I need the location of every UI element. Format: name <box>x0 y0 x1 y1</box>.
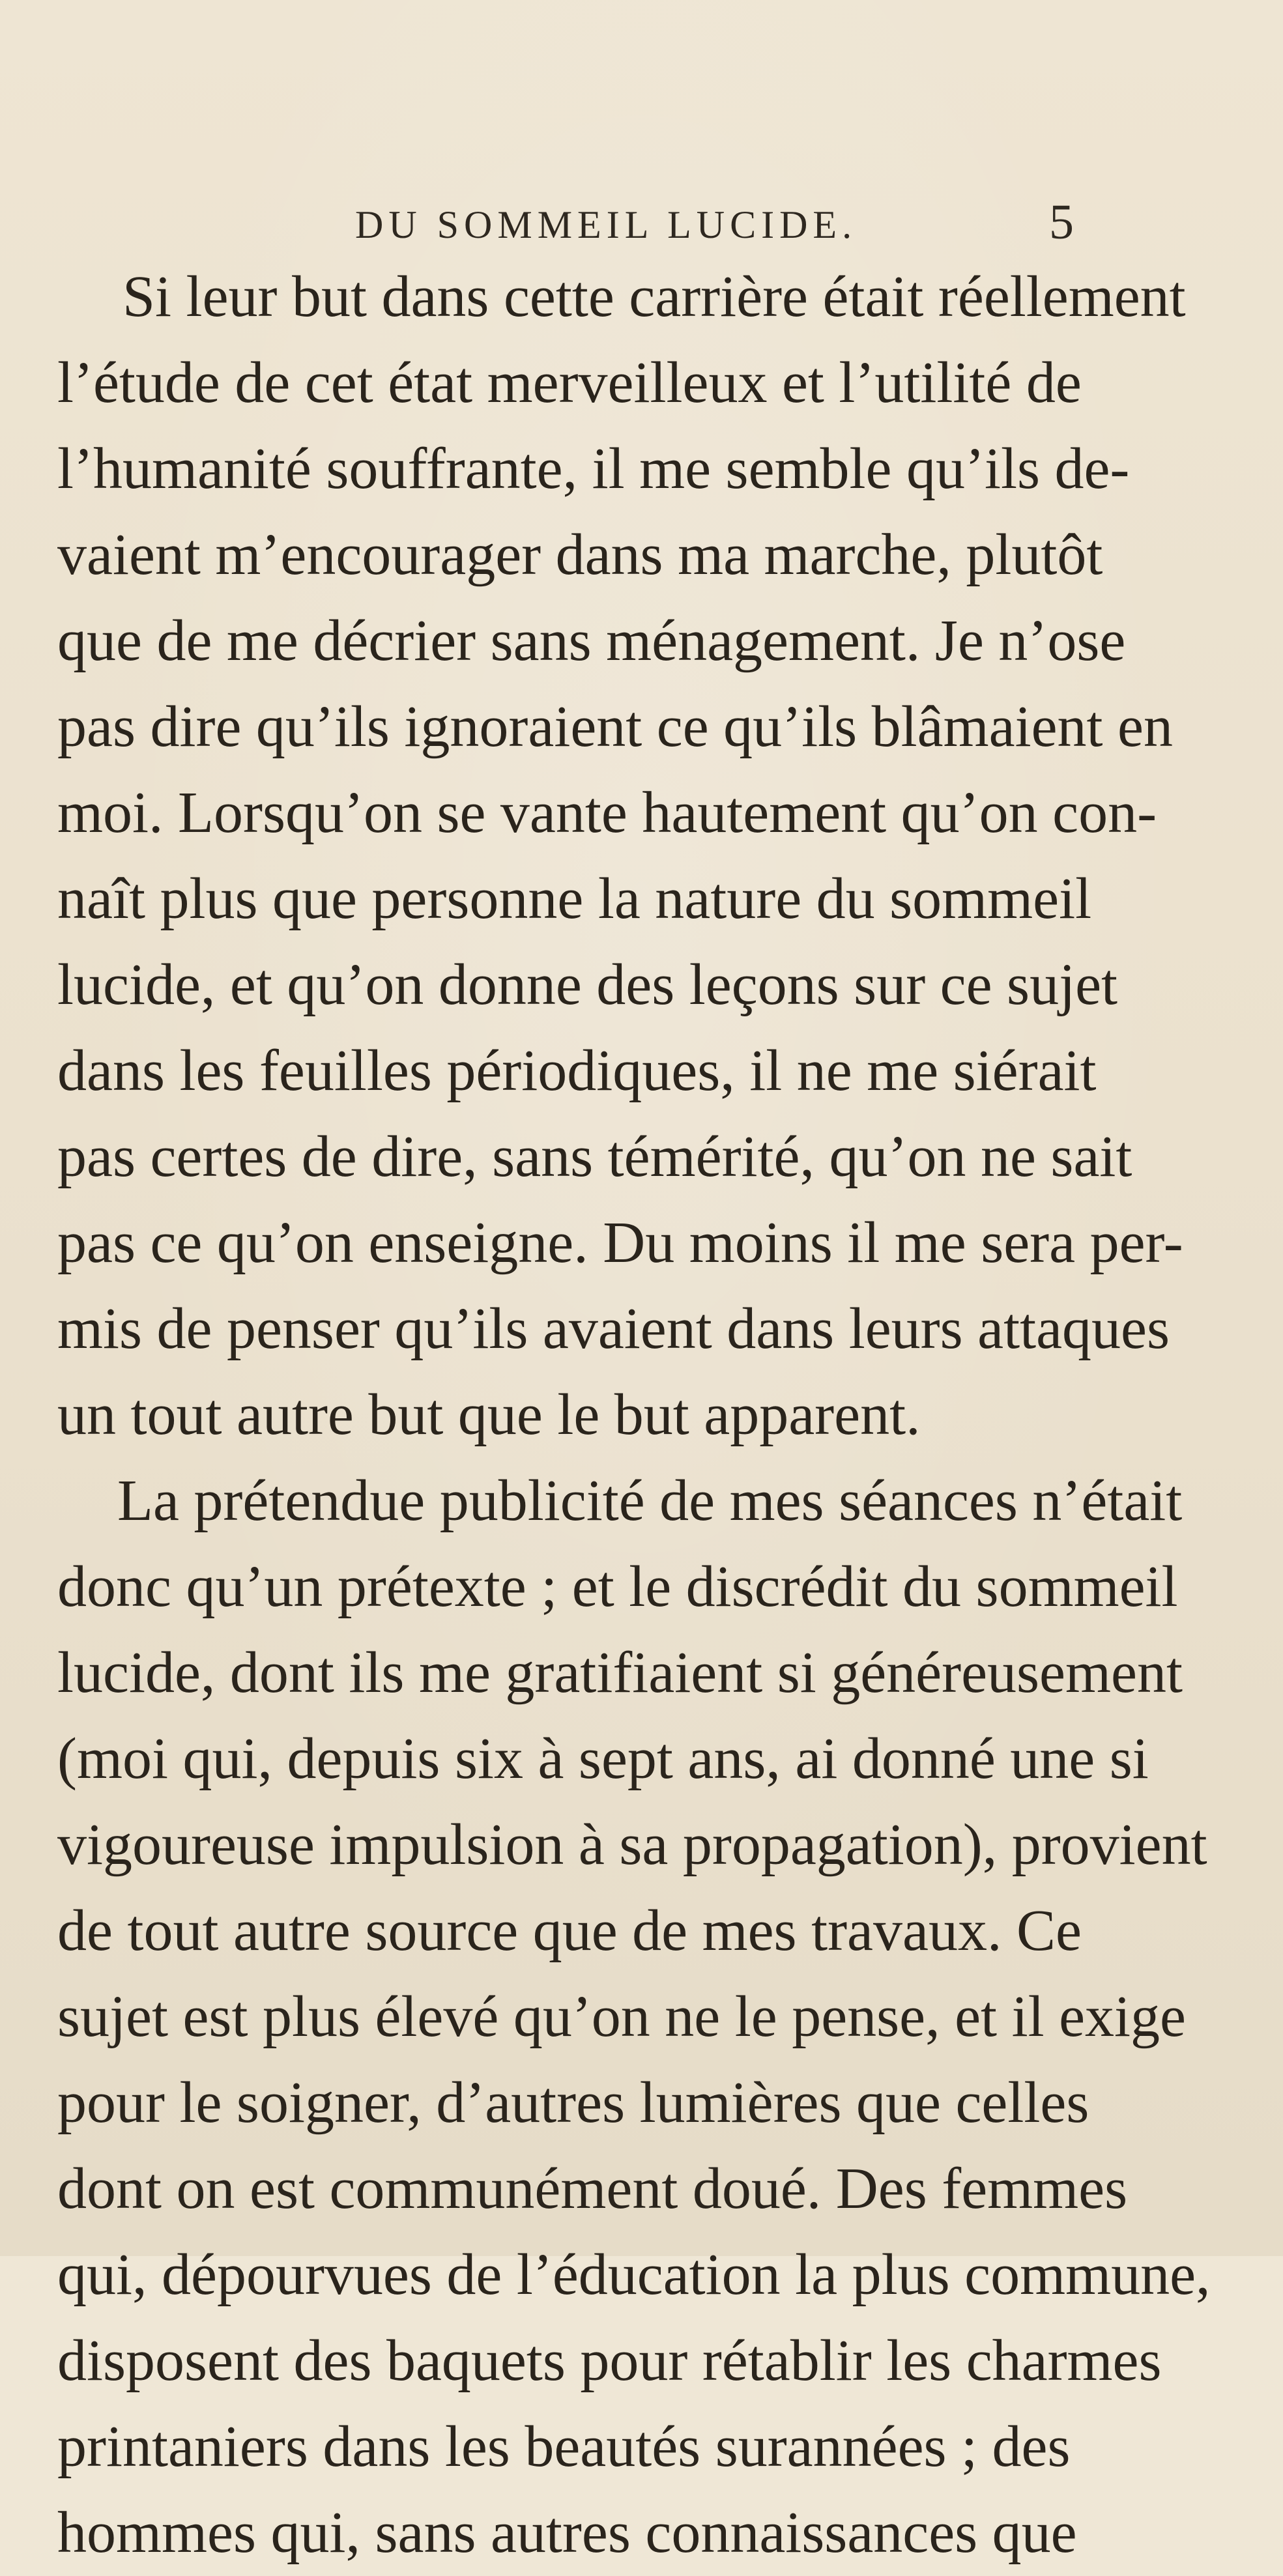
page-number: 5 <box>1049 195 1074 250</box>
text-line: hommes qui, sans autres connaissances que <box>57 2500 1077 2565</box>
text-line: que de me décrier sans ménagement. Je n’ose <box>57 608 1126 673</box>
text-line: vigoureuse impulsion à sa propagation), provient <box>57 1812 1207 1877</box>
running-title: DU SOMMEIL LUCIDE. <box>355 203 858 246</box>
text-line: dans les feuilles périodiques, il ne me siérait <box>57 1038 1097 1103</box>
text-line: Si leur but dans cette carrière était réellement <box>123 265 1186 329</box>
text-line: moi. Lorsqu’on se vante hautement qu’on con- <box>57 780 1157 845</box>
text-line: disposent des baquets pour rétablir les charmes <box>57 2328 1162 2393</box>
text-line: pas ce qu’on enseigne. Du moins il me sera per- <box>57 1210 1183 1275</box>
text-line: de tout autre source que de mes travaux. Ce <box>57 1898 1082 1963</box>
text-line: l’étude de cet état merveilleux et l’utilité de <box>57 351 1082 415</box>
text-line: mis de penser qu’ils avaient dans leurs attaques <box>57 1296 1170 1361</box>
text-line: pas certes de dire, sans témérité, qu’on ne sait <box>57 1124 1132 1189</box>
text-line: printaniers dans les beautés surannées ; des <box>57 2414 1071 2479</box>
text-line: vaient m’encourager dans ma marche, plutôt <box>57 522 1103 587</box>
text-line: qui, dépourvues de l’éducation la plus commune, <box>57 2242 1211 2307</box>
text-line: lucide, et qu’on donne des leçons sur ce sujet <box>57 952 1118 1017</box>
text-line: donc qu’un prétexte ; et le discrédit du sommeil <box>57 1554 1178 1619</box>
text-line: sujet est plus élevé qu’on ne le pense, et il exige <box>57 1984 1186 2049</box>
text-line: naît plus que personne la nature du sommeil <box>57 866 1092 931</box>
text-line: (moi qui, depuis six à sept ans, ai donné une si <box>57 1726 1149 1791</box>
text-line: l’humanité souffrante, il me semble qu’ils de- <box>57 436 1130 501</box>
text-line: pour le soigner, d’autres lumières que celles <box>57 2070 1089 2135</box>
text-line: lucide, dont ils me gratifiaient si généreusement <box>57 1640 1183 1705</box>
text-line: dont on est communément doué. Des femmes <box>57 2156 1128 2221</box>
text-line: un tout autre but que le but apparent. <box>57 1382 921 1447</box>
page-header <box>0 195 1283 254</box>
text-line: pas dire qu’ils ignoraient ce qu’ils blâmaient en <box>57 694 1173 759</box>
text-line: La prétendue publicité de mes séances n’était <box>117 1468 1183 1533</box>
